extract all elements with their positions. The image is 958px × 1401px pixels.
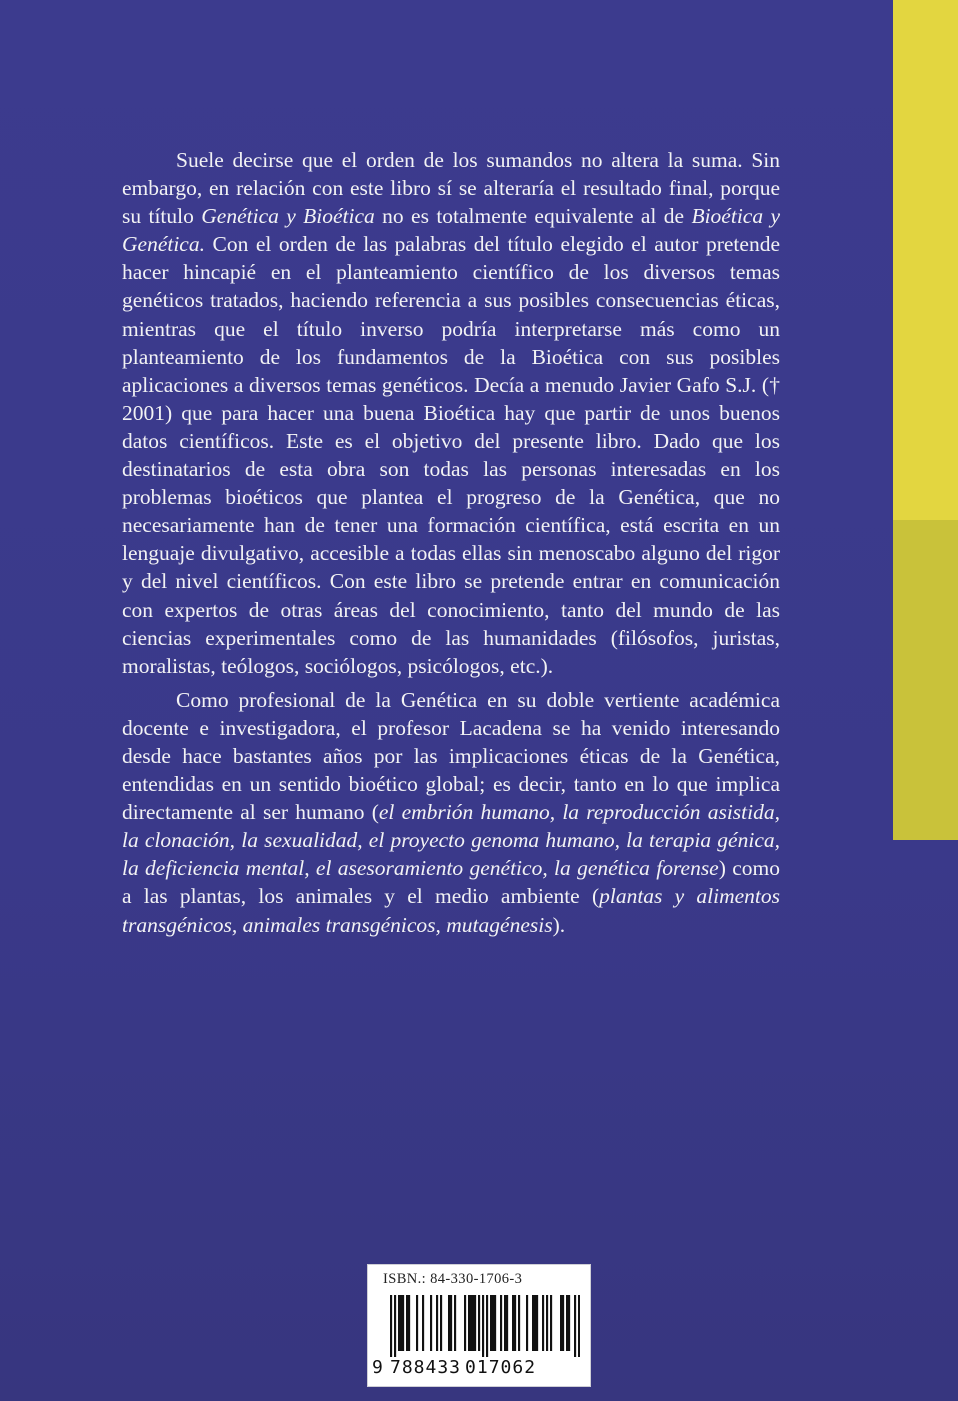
barcode-bar — [482, 1295, 484, 1357]
barcode-bar — [504, 1295, 506, 1351]
barcode-bar — [492, 1295, 494, 1351]
barcode-digit-first: 9 — [372, 1357, 383, 1378]
barcode-bar — [448, 1295, 450, 1351]
barcode-bar — [506, 1295, 508, 1351]
paragraph-2 — [122, 686, 780, 939]
barcode-bar — [574, 1295, 576, 1357]
olive-stripe — [893, 520, 958, 840]
barcode-bar — [400, 1295, 402, 1351]
barcode-bar — [512, 1295, 514, 1351]
text-segment: Con el orden de las palabras del título elegido el autor pretende hacer hincapié en el planteamiento científico de los diversos temas genéticos tratados, haciendo referencia a sus posibles consecuencias éticas, mientras que el título inverso podría interpretarse más como un planteamiento de los fundamentos de la Bioética con sus posibles aplicaciones a diversos temas genéticos. Decía a menudo Javier Gafo S.J. († 2001) que para hacer una buena Bioética hay que partir de unos buenos datos científicos. Este es el objetivo del presente libro. Dado que los destinatarios de esta obra son todas las personas interesadas en los problemas bioéticos que plantea el progreso de la Genética, que no necesariamente han de tener una formación científica, está escrita en un lenguaje divulgativo, accesible a todas ellas sin menoscabo alguno del rigor y del nivel científicos. Con este libro se pretende entrar en comunicación con expertos de otras áreas del conocimiento, tanto del mundo de las ciencias experimentales como de las humanidades (filósofos, juristas, moralistas, teólogos, sociólogos, psicólogos, etc.). — [122, 232, 780, 678]
barcode-bar — [390, 1295, 392, 1357]
text-segment: ) como a las plantas, los animales y el medio ambiente ( — [122, 856, 780, 909]
barcode-bar — [532, 1295, 534, 1351]
barcode-bar — [546, 1295, 548, 1351]
isbn-label: ISBN.: 84-330-1706-3 — [383, 1271, 523, 1287]
barcode-bar — [474, 1295, 476, 1351]
text-segment: Como profesional de la Genética en su doble vertiente académica docente e investigadora, el profesor Lacadena se ha venido interesando desde hace bastantes años por las implicaciones éticas de la Genética, entendidas en un sentido bioético global; es decir, tanto en lo que implica directamente al ser humano ( — [122, 687, 780, 825]
barcode-bar — [534, 1295, 536, 1351]
blurb-text — [122, 146, 780, 939]
barcode-bar — [422, 1295, 424, 1351]
barcode-bar — [518, 1295, 520, 1351]
barcode-bar — [464, 1295, 466, 1351]
barcode-bar — [500, 1295, 502, 1351]
topics-italic: el embrión humano, la reproducción asistida, la clonación, la sexualidad, el proyecto genoma humano, la terapia génica, la deficiencia mental, el asesoramiento genético, la genética forense — [122, 800, 780, 881]
yellow-stripe — [893, 0, 958, 520]
barcode-bar — [486, 1295, 488, 1357]
barcode-bar — [478, 1295, 480, 1351]
barcode-bar — [494, 1295, 496, 1351]
barcode-bar — [490, 1295, 492, 1351]
topics-italic: plantas y alimentos transgénicos, animales transgénicos, mutagénesis — [122, 884, 781, 937]
barcode-bar — [578, 1295, 580, 1357]
text-segment: Suele decirse que el orden de los sumandos no altera la suma. Sin embargo, en relación con este libro sí se alteraría el resultado final, porque su título — [122, 148, 780, 229]
text-segment: ). — [552, 912, 566, 937]
barcode-bar — [560, 1295, 562, 1351]
barcode-digits-left: 788433 — [390, 1357, 462, 1378]
barcode-digits — [372, 1357, 588, 1378]
barcode-bar — [536, 1295, 538, 1351]
barcode-bar — [430, 1295, 432, 1351]
barcode-bar — [436, 1295, 438, 1351]
barcode-bar — [550, 1295, 552, 1351]
paragraph-1 — [122, 146, 780, 680]
barcode-bar — [514, 1295, 516, 1351]
barcode — [390, 1295, 580, 1357]
text-segment: no es totalmente equivalente al de — [374, 204, 692, 229]
barcode-bar — [454, 1295, 456, 1351]
book-title-italic: Genética y Bioética — [201, 204, 375, 229]
barcode-bar — [568, 1295, 570, 1351]
barcode-bar — [468, 1295, 470, 1351]
barcode-bar — [562, 1295, 564, 1351]
barcode-bar — [526, 1295, 528, 1351]
barcode-bar — [402, 1295, 404, 1351]
barcode-bar — [566, 1295, 568, 1351]
barcode-bar — [416, 1295, 418, 1351]
barcode-bar — [440, 1295, 442, 1351]
barcode-bar — [450, 1295, 452, 1351]
barcode-bar — [408, 1295, 410, 1351]
inverse-title-italic: Bioética y Genética. — [122, 204, 781, 257]
barcode-bar — [542, 1295, 544, 1351]
barcode-bar — [394, 1295, 396, 1357]
barcode-bar — [470, 1295, 472, 1351]
barcode-digits-right: 017062 — [465, 1357, 537, 1378]
isbn-barcode-box — [367, 1264, 591, 1387]
barcode-bar — [406, 1295, 408, 1351]
barcode-bar — [472, 1295, 474, 1351]
barcode-bar — [398, 1295, 400, 1351]
